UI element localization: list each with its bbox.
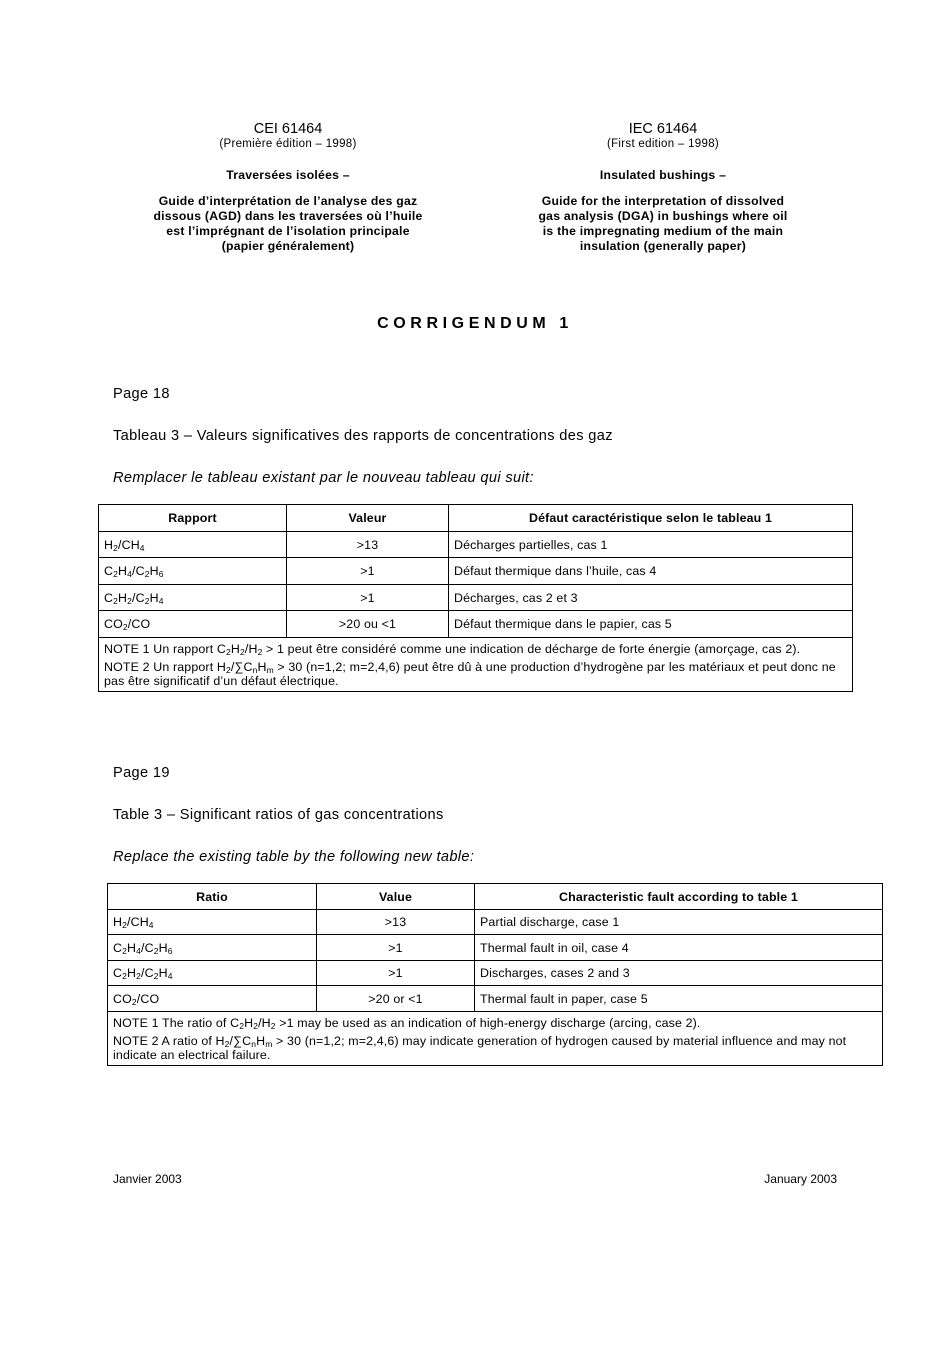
column-header: Value [317,884,475,910]
table-row [108,910,883,935]
ratio-table-en [107,883,883,1066]
page-ref-fr: Page 18 [113,386,170,402]
value-cell: >13 [287,532,449,558]
ratio-cell: $C_2H_4/C_2H_6$ [108,935,317,961]
fault-cell: Discharges, cases 2 and 3 [475,961,883,986]
column-header: Défaut caractéristique selon le tableau 1 [449,505,853,532]
footer-date-fr: Janvier 2003 [113,1172,182,1186]
table-row [99,532,853,558]
table-row [99,558,853,585]
notes-row [108,1012,883,1066]
subtitle-fr [118,194,458,254]
table-row [108,961,883,986]
ratio-cell: $H_2/CH_4$ [108,910,317,935]
subtitle-en [493,194,833,254]
fault-cell: Décharges partielles, cas 1 [449,532,853,558]
ratio-cell: $CO_2/CO$ [108,986,317,1012]
standard-number-en: IEC 61464 [628,121,698,137]
fault-cell: Défaut thermique dans l’huile, cas 4 [449,558,853,585]
subtitle-line: dissous (AGD) dans les traversées où l’huile [153,209,423,223]
notes-cell [108,1012,883,1066]
footer-date-en: January 2003 [764,1172,837,1186]
table-row [99,611,853,638]
page-ref-en: Page 19 [113,765,170,781]
note-2: NOTE 2 Un rapport $H_2/\sum C_nH_m > 30$ (n=1,2; m=2,4,6) peut être dû à une production d’hydrogène par les matériaux et peut donc ne pas être significatif d’un défaut électrique. [104,660,836,688]
subtitle-line: is the impregnating medium of the main [542,224,784,238]
value-cell: >20 or <1 [317,986,475,1012]
header-fr [118,122,458,254]
table-header-row [108,884,883,910]
column-header: Valeur [287,505,449,532]
fault-cell: Partial discharge, case 1 [475,910,883,935]
ratio-cell: $C_2H_4/C_2H_6$ [99,558,287,585]
value-cell: >1 [317,961,475,986]
column-header: Characteristic fault according to table 1 [475,884,883,910]
edition-en: (First edition – 1998) [606,138,720,150]
ratio-cell: $CO_2/CO$ [99,611,287,638]
ratio-cell: $H_2/CH_4$ [99,532,287,558]
table-header-row [99,505,853,532]
fault-cell: Thermal fault in paper, case 5 [475,986,883,1012]
ratio-cell: $C_2H_2/C_2H_4$ [108,961,317,986]
subtitle-line: gas analysis (DGA) in bushings where oil [538,209,788,223]
subtitle-line: insulation (generally paper) [579,239,747,253]
table-row [99,585,853,611]
corrigendum-heading: CORRIGENDUM 1 [377,315,573,332]
fault-cell: Défaut thermique dans le papier, cas 5 [449,611,853,638]
notes-cell [99,638,853,692]
instruction-en: Replace the existing table by the following new table: [113,849,475,865]
value-cell: >1 [287,585,449,611]
ratio-cell: $C_2H_2/C_2H_4$ [99,585,287,611]
value-cell: >1 [317,935,475,961]
subtitle-line: est l’imprégnant de l’isolation principale [166,224,410,238]
note-2: NOTE 2 A ratio of $H_2/\sum C_nH_m > 30$ (n=1,2; m=2,4,6) may indicate generation of hydrogen caused by material influence and may not indicate an electrical failure. [113,1034,847,1062]
value-cell: >1 [287,558,449,585]
value-cell: >20 ou <1 [287,611,449,638]
note-1: NOTE 1 Un rapport $C_2H_2/H_2 > 1$ peut être considéré comme une indication de décharge de forte énergie (amorçage, cas 2). [104,642,801,657]
fault-cell: Décharges, cas 2 et 3 [449,585,853,611]
subtitle-line: (papier généralement) [221,239,355,253]
header-en [493,122,833,254]
ratio-table-fr [98,504,853,692]
column-header: Rapport [99,505,287,532]
title-fr: Traversées isolées – [226,168,350,182]
edition-fr: (Première édition – 1998) [219,138,357,150]
note-1: NOTE 1 The ratio of $C_2H_2/H_2 >1$ may be used as an indication of high-energy discharge (arcing, case 2). [113,1016,701,1031]
standard-number-fr: CEI 61464 [253,121,323,137]
fault-cell: Thermal fault in oil, case 4 [475,935,883,961]
table-row [108,935,883,961]
table-title-en: Table 3 – Significant ratios of gas concentrations [113,807,444,823]
notes-row [99,638,853,692]
instruction-fr: Remplacer le tableau existant par le nouveau tableau qui suit: [113,470,534,486]
subtitle-line: Guide d’interprétation de l’analyse des gaz [158,194,418,208]
table-title-fr: Tableau 3 – Valeurs significatives des rapports de concentrations des gaz [113,428,613,444]
table-row [108,986,883,1012]
subtitle-line: Guide for the interpretation of dissolved [541,194,785,208]
title-en: Insulated bushings – [599,168,727,182]
value-cell: >13 [317,910,475,935]
column-header: Ratio [108,884,317,910]
